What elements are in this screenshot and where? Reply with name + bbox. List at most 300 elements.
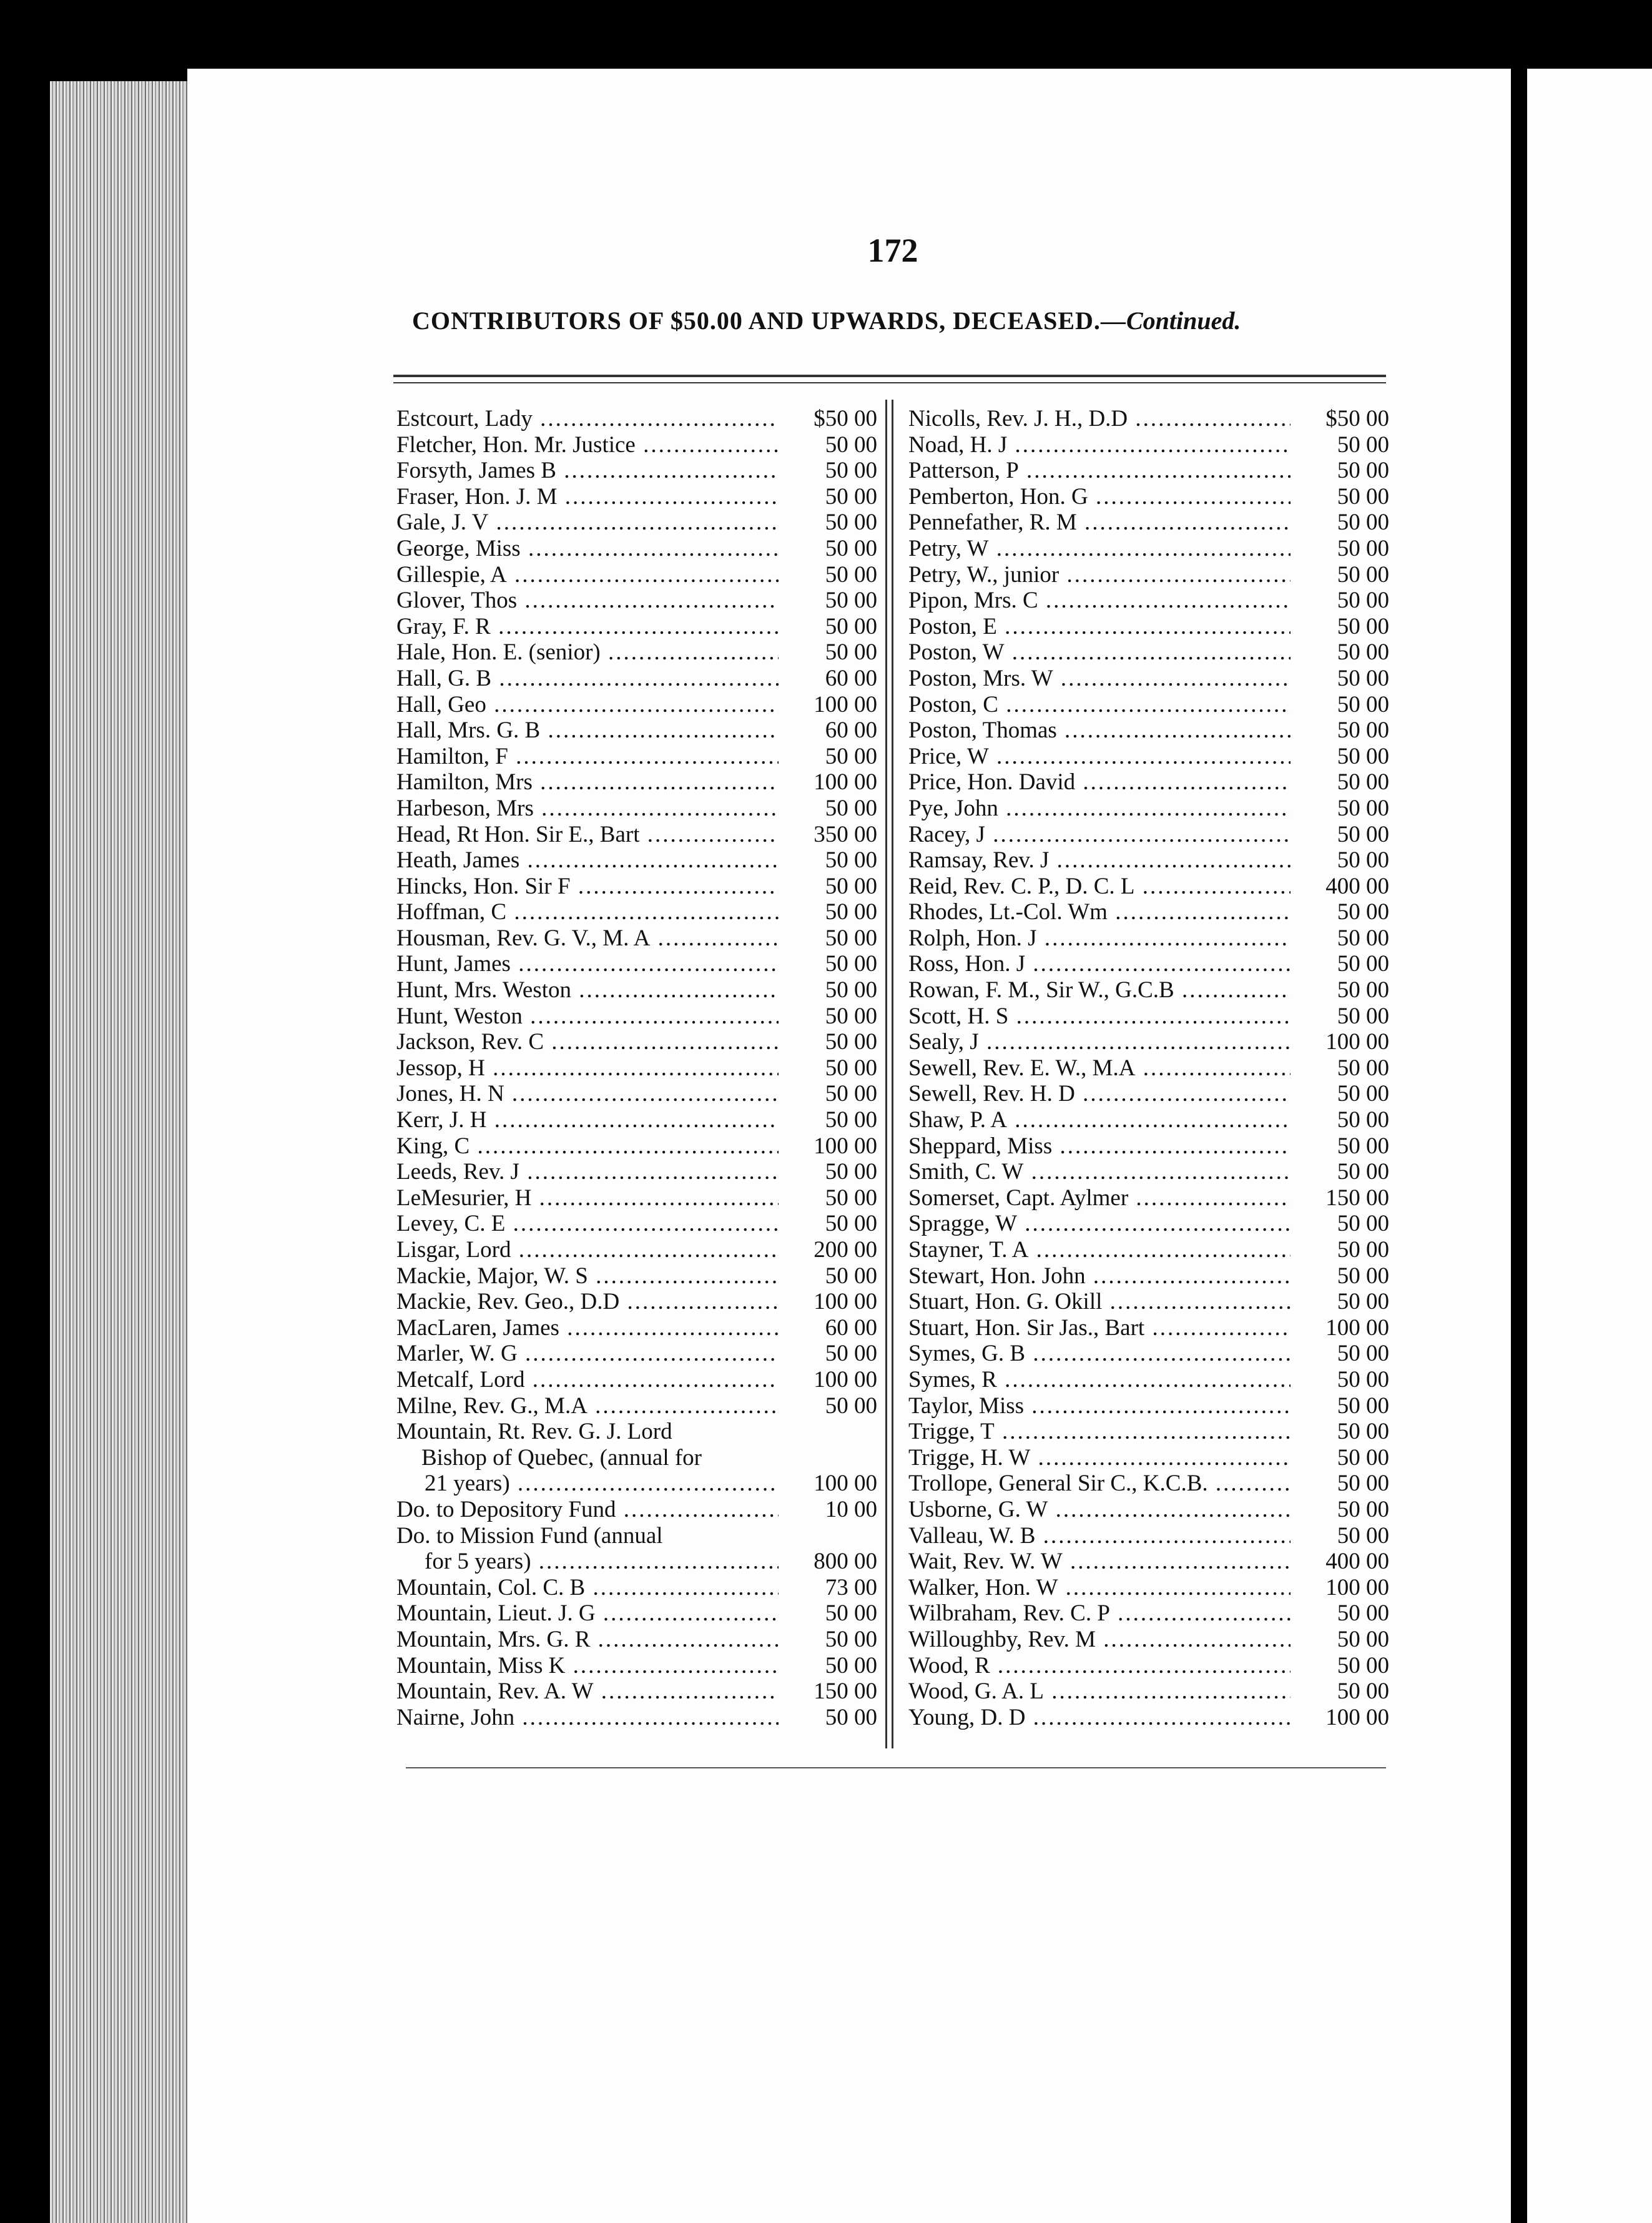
contributor-name: Metcalf, Lord ..... xyxy=(396,1367,779,1393)
contribution-amount: 50 00 xyxy=(825,795,877,821)
contributor-name: Price, Hon. David ..... xyxy=(908,769,1291,796)
contribution-amount: 60 00 xyxy=(825,717,877,744)
contributor-name: Mountain, Mrs. G. R ..... xyxy=(396,1627,779,1653)
contribution-amount: 50 00 xyxy=(825,1626,877,1652)
contributor-name: Ramsay, Rev. J ..... xyxy=(908,847,1291,874)
contributor-name: Ross, Hon. J ..... xyxy=(908,951,1291,977)
contributor-name: Scott, H. S ..... xyxy=(908,1003,1291,1030)
contributor-entry xyxy=(908,717,1389,744)
contributor-entry xyxy=(908,1107,1389,1133)
contribution-amount: 50 00 xyxy=(1337,483,1389,510)
column-divider xyxy=(892,400,893,1748)
contributor-entry xyxy=(908,1315,1389,1341)
contributor-name: Usborne, G. W ..... xyxy=(908,1497,1291,1523)
contribution-amount: 50 00 xyxy=(1337,1444,1389,1471)
contribution-amount: 50 00 xyxy=(1337,821,1389,847)
contribution-amount: 50 00 xyxy=(1337,1107,1389,1133)
contribution-amount: 100 00 xyxy=(1325,1314,1389,1341)
contributor-name: Petry, W., junior ..... xyxy=(908,562,1291,588)
contributor-name: Patterson, P ..... xyxy=(908,458,1291,484)
contributor-name: Petry, W ..... xyxy=(908,536,1291,562)
contributor-entry xyxy=(396,432,877,458)
contributor-entry xyxy=(908,1575,1389,1601)
contributor-entry xyxy=(908,1263,1389,1289)
contributor-name: Stuart, Hon. G. Okill ..... xyxy=(908,1289,1291,1315)
contribution-amount: 60 00 xyxy=(825,1314,877,1341)
contributor-entry xyxy=(396,717,877,744)
contributor-name: Spragge, W ..... xyxy=(908,1211,1291,1237)
contribution-amount: 50 00 xyxy=(1337,1392,1389,1419)
contributor-entry xyxy=(908,769,1389,796)
contributor-name: Forsyth, James B ..... xyxy=(396,458,779,484)
contributor-entry xyxy=(396,1159,877,1185)
contribution-amount: 100 00 xyxy=(1325,1704,1389,1730)
contributor-entry xyxy=(396,1211,877,1237)
contributor-entry xyxy=(396,874,877,900)
contributor-entry xyxy=(396,1341,877,1367)
contribution-amount: 60 00 xyxy=(825,665,877,691)
contributor-entry xyxy=(908,1133,1389,1160)
contributor-entry xyxy=(908,1003,1389,1030)
contributor-name: Pennefather, R. M ..... xyxy=(908,510,1291,536)
contributor-entry xyxy=(908,1081,1389,1107)
contributor-name: Jackson, Rev. C ..... xyxy=(396,1029,779,1055)
contribution-amount: 50 00 xyxy=(1337,1678,1389,1705)
contributor-name: Hamilton, Mrs ..... xyxy=(396,769,779,796)
contributor-name: Gillespie, A ..... xyxy=(396,562,779,588)
contributor-name: Kerr, J. H ..... xyxy=(396,1107,779,1133)
contribution-amount: 50 00 xyxy=(825,483,877,510)
facing-page-edge xyxy=(1523,69,1652,2223)
contribution-amount: 50 00 xyxy=(1337,1652,1389,1678)
contributor-name: Mountain, Miss K ..... xyxy=(396,1653,779,1679)
contribution-amount: 50 00 xyxy=(1337,1419,1389,1445)
contributor-name: Wood, G. A. L ..... xyxy=(908,1678,1291,1705)
contribution-amount: $50 00 xyxy=(1325,406,1389,431)
contribution-amount: 50 00 xyxy=(1337,899,1389,925)
contributor-name: Hall, G. B ..... xyxy=(396,666,779,692)
contributor-name: Gale, J. V ..... xyxy=(396,510,779,536)
contributor-name: Jessop, H ..... xyxy=(396,1055,779,1082)
contribution-amount: 50 00 xyxy=(1337,925,1389,951)
contributor-name: Gray, F. R ..... xyxy=(396,614,779,640)
contributor-entry xyxy=(396,1419,877,1445)
contribution-amount: 50 00 xyxy=(1337,458,1389,484)
contributor-name: Young, D. D ..... xyxy=(908,1705,1291,1731)
contribution-amount: 150 00 xyxy=(814,1678,877,1705)
contributor-name: Heath, James ..... xyxy=(396,847,779,874)
contributor-entry xyxy=(396,1549,877,1575)
contribution-amount: 50 00 xyxy=(825,1003,877,1029)
contribution-amount: 50 00 xyxy=(825,1704,877,1730)
contributor-name: Stayner, T. A ..... xyxy=(908,1237,1291,1263)
contributor-name: Rhodes, Lt.-Col. Wm ..... xyxy=(908,899,1291,925)
contributor-entry xyxy=(908,822,1389,848)
contribution-amount: 50 00 xyxy=(1337,1496,1389,1522)
contribution-amount: 50 00 xyxy=(1337,1159,1389,1185)
contribution-amount: 100 00 xyxy=(814,1366,877,1392)
contributor-name: Marler, W. G ..... xyxy=(396,1341,779,1367)
contributor-entry xyxy=(908,1705,1389,1731)
contributor-entry xyxy=(908,588,1389,614)
contributor-name: Mackie, Rev. Geo., D.D ..... xyxy=(396,1289,779,1315)
contributor-entry xyxy=(908,666,1389,692)
contribution-amount: 50 00 xyxy=(1337,743,1389,769)
contributor-name: MacLaren, James ..... xyxy=(396,1315,779,1341)
contributor-entry xyxy=(396,1133,877,1160)
contribution-amount: 800 00 xyxy=(814,1549,877,1575)
contributor-entry xyxy=(396,951,877,977)
contribution-amount: 50 00 xyxy=(1337,561,1389,588)
contributor-entry xyxy=(908,536,1389,562)
contribution-amount: 50 00 xyxy=(825,1600,877,1627)
contributor-entry xyxy=(396,1705,877,1731)
contributor-entry xyxy=(908,639,1389,666)
contributor-entry xyxy=(396,1653,877,1679)
contribution-amount: 50 00 xyxy=(825,1055,877,1081)
contributor-entry xyxy=(908,614,1389,640)
contribution-amount: 50 00 xyxy=(825,743,877,769)
contributor-name: Poston, C ..... xyxy=(908,692,1291,718)
contribution-amount: 100 00 xyxy=(814,691,877,717)
contributor-name: Hunt, Mrs. Weston ..... xyxy=(396,977,779,1003)
contributor-entry xyxy=(396,510,877,536)
contributor-entry xyxy=(908,458,1389,484)
contributor-name: Wood, R ..... xyxy=(908,1653,1291,1679)
contribution-amount: 50 00 xyxy=(825,1185,877,1211)
contribution-amount: 50 00 xyxy=(1337,1263,1389,1289)
contributor-name: Valleau, W. B ..... xyxy=(908,1523,1291,1549)
heading-title: CONTRIBUTORS OF $50.00 AND UPWARDS, DECEASED.— xyxy=(412,307,1126,335)
contributor-entry xyxy=(908,796,1389,822)
contributor-entry xyxy=(396,1107,877,1133)
contribution-amount: 100 00 xyxy=(1325,1029,1389,1055)
contributor-name: Shaw, P. A ..... xyxy=(908,1107,1291,1133)
contributor-name: Sealy, J ..... xyxy=(908,1029,1291,1055)
contributor-name: Symes, R ..... xyxy=(908,1367,1291,1393)
contribution-amount: 100 00 xyxy=(1325,1574,1389,1600)
contribution-amount: 50 00 xyxy=(1337,1341,1389,1367)
contributor-name: Trollope, General Sir C., K.C.B. ..... xyxy=(908,1471,1291,1497)
contributor-entry xyxy=(396,458,877,484)
contribution-amount: 50 00 xyxy=(1337,1003,1389,1029)
contributor-entry xyxy=(908,510,1389,536)
contributor-entry xyxy=(396,1367,877,1393)
contribution-amount: 50 00 xyxy=(825,951,877,977)
contributor-entry xyxy=(908,899,1389,925)
contribution-amount: 50 00 xyxy=(1337,1522,1389,1549)
contributor-name: Harbeson, Mrs ..... xyxy=(396,796,779,822)
contributor-name: Mountain, Rev. A. W ..... xyxy=(396,1678,779,1705)
contributor-name: Sewell, Rev. H. D ..... xyxy=(908,1081,1291,1107)
contribution-amount: 50 00 xyxy=(825,613,877,639)
bottom-rule xyxy=(406,1767,1386,1768)
contributor-name: Mountain, Rt. Rev. G. J. Lord xyxy=(396,1419,672,1445)
contributor-entry xyxy=(396,1393,877,1419)
contributor-entry xyxy=(396,1497,877,1523)
contributor-name: Hunt, James ..... xyxy=(396,951,779,977)
contributor-entry xyxy=(908,1419,1389,1445)
contribution-amount: 50 00 xyxy=(825,458,877,484)
contribution-amount: 50 00 xyxy=(825,1159,877,1185)
contributor-entry xyxy=(908,874,1389,900)
contributor-entry xyxy=(396,1471,877,1497)
page-number: 172 xyxy=(867,232,918,269)
contribution-amount: 50 00 xyxy=(1337,1289,1389,1315)
contributor-entry xyxy=(396,822,877,848)
contributor-entry xyxy=(396,406,877,432)
contributor-name: Reid, Rev. C. P., D. C. L ..... xyxy=(908,874,1291,900)
contributor-name: Price, W ..... xyxy=(908,744,1291,770)
contributor-entry xyxy=(396,925,877,952)
contribution-amount: 73 00 xyxy=(825,1574,877,1600)
contributor-entry xyxy=(908,1600,1389,1627)
contributor-name: Racey, J ..... xyxy=(908,822,1291,848)
contributor-name: Pipon, Mrs. C ..... xyxy=(908,588,1291,614)
contributor-name: Mackie, Major, W. S ..... xyxy=(396,1263,779,1289)
contributor-name: Symes, G. B ..... xyxy=(908,1341,1291,1367)
contributor-name: Hall, Geo ..... xyxy=(396,692,779,718)
contributor-entry xyxy=(908,1159,1389,1185)
contributor-name: Do. to Mission Fund (annual xyxy=(396,1522,663,1549)
contribution-amount: 50 00 xyxy=(1337,951,1389,977)
contributor-name: Milne, Rev. G., M.A ..... xyxy=(396,1393,779,1419)
contributor-name: Smith, C. W ..... xyxy=(908,1159,1291,1185)
contributor-name: for 5 years) ..... xyxy=(396,1549,779,1575)
contributor-entry xyxy=(908,1055,1389,1082)
contribution-amount: 50 00 xyxy=(1337,1366,1389,1392)
contributor-entry xyxy=(396,614,877,640)
contribution-amount: 50 00 xyxy=(825,1029,877,1055)
contributor-entry xyxy=(396,899,877,925)
contribution-amount: 50 00 xyxy=(1337,510,1389,536)
contributor-entry xyxy=(908,1678,1389,1705)
contribution-amount: 50 00 xyxy=(1337,795,1389,821)
contribution-amount: 50 00 xyxy=(825,561,877,588)
contribution-amount: 10 00 xyxy=(825,1496,877,1522)
contributor-name: Levey, C. E ..... xyxy=(396,1211,779,1237)
contributor-entry xyxy=(908,847,1389,874)
contributor-name: Glover, Thos ..... xyxy=(396,588,779,614)
contribution-amount: 50 00 xyxy=(825,510,877,536)
contribution-amount: 50 00 xyxy=(1337,431,1389,458)
contribution-amount: 50 00 xyxy=(1337,1626,1389,1652)
contributor-entry xyxy=(396,1627,877,1653)
contributor-entry xyxy=(396,1237,877,1263)
contributor-entry xyxy=(396,692,877,718)
contribution-amount: 350 00 xyxy=(814,821,877,847)
contributor-entry xyxy=(396,588,877,614)
contributor-entry xyxy=(396,484,877,510)
contributor-entry xyxy=(396,1185,877,1211)
contributor-entry xyxy=(908,562,1389,588)
contribution-amount: 50 00 xyxy=(1337,1237,1389,1263)
contributor-name: Lisgar, Lord ..... xyxy=(396,1237,779,1263)
contributor-entry xyxy=(396,1003,877,1030)
contributor-name: Rowan, F. M., Sir W., G.C.B ..... xyxy=(908,977,1291,1003)
contributor-name: Pemberton, Hon. G ..... xyxy=(908,484,1291,510)
contributor-entry xyxy=(396,1445,877,1471)
contributor-entry xyxy=(908,484,1389,510)
contributor-name: LeMesurier, H ..... xyxy=(396,1185,779,1211)
contributor-entry xyxy=(908,1367,1389,1393)
contributor-entry xyxy=(396,536,877,562)
contribution-amount: 50 00 xyxy=(825,1263,877,1289)
contributor-name: Stewart, Hon. John ..... xyxy=(908,1263,1291,1289)
contribution-amount: 200 00 xyxy=(814,1237,877,1263)
contribution-amount: 50 00 xyxy=(825,1211,877,1237)
contributor-entry xyxy=(908,1237,1389,1263)
contributor-name: Nicolls, Rev. J. H., D.D ..... xyxy=(908,406,1291,432)
contribution-amount: $50 00 xyxy=(814,406,877,431)
top-rule-thick xyxy=(393,375,1386,377)
contributor-name: Pye, John ..... xyxy=(908,796,1291,822)
contributor-name: Fletcher, Hon. Mr. Justice ..... xyxy=(396,432,779,458)
contribution-amount: 50 00 xyxy=(1337,1471,1389,1497)
contributor-name: Willoughby, Rev. M ..... xyxy=(908,1627,1291,1653)
contribution-amount: 50 00 xyxy=(825,1107,877,1133)
contributor-entry xyxy=(396,1315,877,1341)
contributor-name: Nairne, John ..... xyxy=(396,1705,779,1731)
contribution-amount: 50 00 xyxy=(825,847,877,874)
contribution-amount: 50 00 xyxy=(1337,588,1389,614)
contributor-entry xyxy=(908,1029,1389,1055)
contribution-amount: 50 00 xyxy=(825,1081,877,1107)
contributor-entry xyxy=(908,406,1389,432)
contributor-name: Somerset, Capt. Aylmer ..... xyxy=(908,1185,1291,1211)
contributor-name: King, C ..... xyxy=(396,1133,779,1160)
contribution-amount: 50 00 xyxy=(825,873,877,899)
contributor-name: Mountain, Lieut. J. G ..... xyxy=(396,1600,779,1627)
right-column xyxy=(908,406,1389,1730)
heading-continued: Continued. xyxy=(1126,307,1241,335)
contributor-name: Bishop of Quebec, (annual for xyxy=(421,1444,702,1471)
contributor-entry xyxy=(396,1289,877,1315)
book-page-edges xyxy=(50,81,200,2223)
contributor-entry xyxy=(908,744,1389,770)
contributor-entry xyxy=(908,1549,1389,1575)
contributor-entry xyxy=(396,1523,877,1549)
contribution-amount: 50 00 xyxy=(1337,639,1389,666)
contribution-amount: 50 00 xyxy=(1337,1211,1389,1237)
contribution-amount: 50 00 xyxy=(1337,1600,1389,1627)
contributor-name: Hale, Hon. E. (senior) ..... xyxy=(396,639,779,666)
contribution-amount: 100 00 xyxy=(814,1471,877,1497)
contributor-name: Rolph, Hon. J ..... xyxy=(908,925,1291,952)
contribution-amount: 50 00 xyxy=(825,925,877,951)
contributor-name: Hunt, Weston ..... xyxy=(396,1003,779,1030)
contribution-amount: 50 00 xyxy=(1337,1133,1389,1159)
contributor-name: Hamilton, F ..... xyxy=(396,744,779,770)
contribution-amount: 50 00 xyxy=(825,1341,877,1367)
contribution-amount: 50 00 xyxy=(1337,613,1389,639)
contributor-name: Noad, H. J ..... xyxy=(908,432,1291,458)
contributor-entry xyxy=(396,744,877,770)
contributor-entry xyxy=(908,1653,1389,1679)
contribution-amount: 100 00 xyxy=(814,769,877,796)
contributor-name: Poston, E ..... xyxy=(908,614,1291,640)
contributor-name: Stuart, Hon. Sir Jas., Bart ..... xyxy=(908,1315,1291,1341)
contribution-amount: 50 00 xyxy=(1337,1081,1389,1107)
contributor-name: Walker, Hon. W ..... xyxy=(908,1575,1291,1601)
contributor-name: Fraser, Hon. J. M ..... xyxy=(396,484,779,510)
contribution-amount: 50 00 xyxy=(1337,691,1389,717)
contributor-name: Poston, Mrs. W ..... xyxy=(908,666,1291,692)
contribution-amount: 50 00 xyxy=(1337,665,1389,691)
contribution-amount: 50 00 xyxy=(825,535,877,561)
contributor-entry xyxy=(396,796,877,822)
contributor-name: Jones, H. N ..... xyxy=(396,1081,779,1107)
contributor-entry xyxy=(908,1341,1389,1367)
contributor-name: Sheppard, Miss ..... xyxy=(908,1133,1291,1160)
contribution-amount: 50 00 xyxy=(1337,847,1389,874)
contributor-entry xyxy=(396,1678,877,1705)
contributor-name: 21 years) ..... xyxy=(396,1471,779,1497)
contributor-entry xyxy=(908,925,1389,952)
contributor-name: Trigge, T ..... xyxy=(908,1419,1291,1445)
contributor-entry xyxy=(396,562,877,588)
contribution-amount: 50 00 xyxy=(825,639,877,666)
contributor-entry xyxy=(908,1185,1389,1211)
contribution-amount: 50 00 xyxy=(825,1652,877,1678)
contributor-entry xyxy=(396,847,877,874)
contribution-amount: 400 00 xyxy=(1325,1549,1389,1575)
contribution-amount: 50 00 xyxy=(1337,1055,1389,1081)
contributor-entry xyxy=(396,1600,877,1627)
contributor-name: Sewell, Rev. E. W., M.A ..... xyxy=(908,1055,1291,1082)
contributor-name: Taylor, Miss ..... xyxy=(908,1393,1291,1419)
contributor-entry xyxy=(908,977,1389,1003)
contributor-name: Do. to Depository Fund ..... xyxy=(396,1497,779,1523)
contribution-amount: 50 00 xyxy=(825,899,877,925)
contribution-amount: 400 00 xyxy=(1325,873,1389,899)
contributor-entry xyxy=(908,1393,1389,1419)
contributor-name: Estcourt, Lady ..... xyxy=(396,406,779,432)
contributor-entry xyxy=(908,951,1389,977)
contribution-amount: 50 00 xyxy=(825,431,877,458)
contribution-amount: 50 00 xyxy=(825,588,877,614)
contributor-entry xyxy=(908,1497,1389,1523)
contributor-name: Hincks, Hon. Sir F ..... xyxy=(396,874,779,900)
contribution-amount: 50 00 xyxy=(1337,717,1389,744)
contributor-entry xyxy=(396,977,877,1003)
contributor-name: Leeds, Rev. J ..... xyxy=(396,1159,779,1185)
contributor-entry xyxy=(396,1029,877,1055)
contributor-entry xyxy=(396,769,877,796)
contribution-amount: 50 00 xyxy=(825,977,877,1003)
contributor-name: George, Miss ..... xyxy=(396,536,779,562)
contributor-entry xyxy=(396,666,877,692)
contributor-entry xyxy=(396,1055,877,1082)
contribution-amount: 100 00 xyxy=(814,1133,877,1159)
contributor-entry xyxy=(908,1289,1389,1315)
contributor-name: Wait, Rev. W. W ..... xyxy=(908,1549,1291,1575)
contributor-name: Wilbraham, Rev. C. P ..... xyxy=(908,1600,1291,1627)
contributor-entry xyxy=(908,1523,1389,1549)
contributor-entry xyxy=(396,1263,877,1289)
contributor-name: Hall, Mrs. G. B ..... xyxy=(396,717,779,744)
contributor-name: Poston, Thomas ..... xyxy=(908,717,1291,744)
contributor-entry xyxy=(908,1445,1389,1471)
contribution-amount: 50 00 xyxy=(1337,769,1389,796)
contributor-entry xyxy=(908,1471,1389,1497)
contributor-entry xyxy=(396,639,877,666)
column-divider xyxy=(885,400,887,1748)
contributor-name: Head, Rt Hon. Sir E., Bart ..... xyxy=(396,822,779,848)
contributor-name: Hoffman, C ..... xyxy=(396,899,779,925)
contributor-name: Poston, W ..... xyxy=(908,639,1291,666)
contribution-amount: 100 00 xyxy=(814,1289,877,1315)
